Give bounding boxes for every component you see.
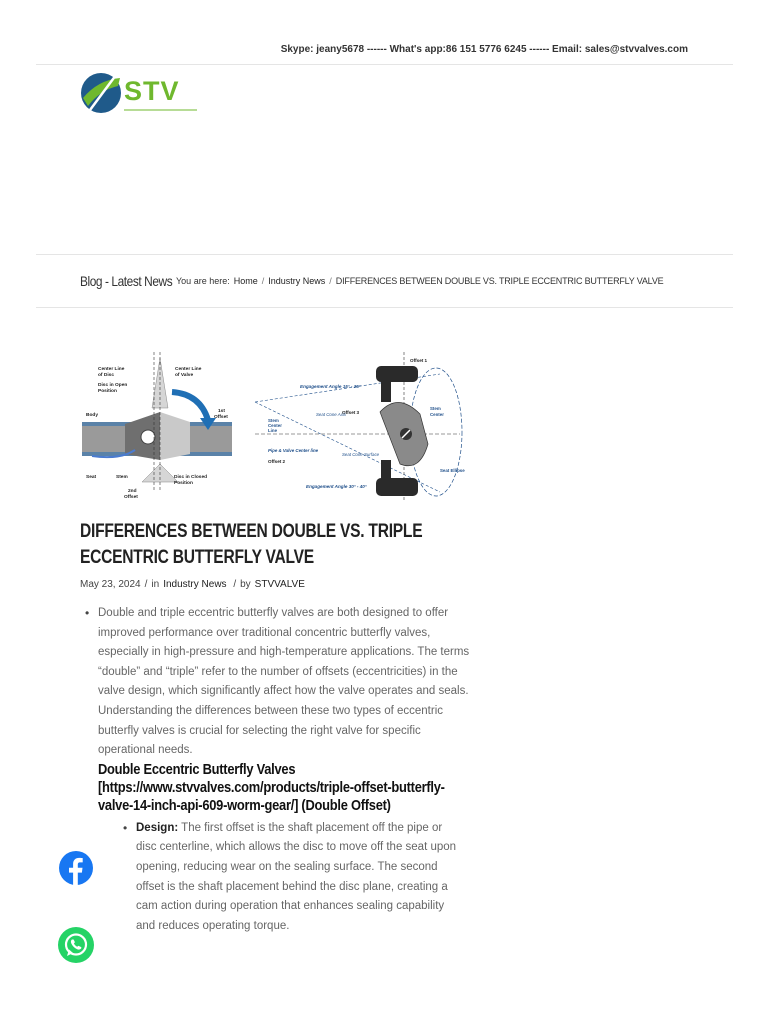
meta-by-label: by	[240, 579, 251, 590]
breadcrumb-home-link[interactable]: Home	[233, 276, 258, 286]
svg-text:Stem: Stem	[268, 418, 279, 423]
breadcrumb-separator: /	[261, 276, 265, 286]
svg-text:Seat: Seat	[86, 475, 97, 480]
svg-text:of Valve: of Valve	[175, 373, 194, 378]
svg-text:2nd: 2nd	[128, 489, 137, 494]
svg-text:Stem: Stem	[116, 475, 128, 480]
svg-text:Position: Position	[98, 389, 117, 394]
svg-text:Seat Ellipse: Seat Ellipse	[440, 468, 465, 473]
meta-separator: /	[230, 579, 237, 590]
post-category-link[interactable]: Industry News	[163, 579, 227, 590]
intro-paragraph: • Double and triple eccentric butterfly valves are both designed to offer improved performance over traditional concentric butterfly valves, especially in high-pressure and high-temperature applications. The terms “double” and “triple” refer to the number of offsets (eccentricities) in the valve design, which significantly affect how the valve operates and seals. Understanding the differences between these two types of eccentric butterfly valves is crucial for selecting the right valve for specific operational needs.	[80, 604, 480, 761]
breadcrumb-bottom-divider	[36, 307, 733, 308]
design-text: The first offset is the shaft placement off the pipe or disc centerline, which allows the disc to move off the seat upon opening, reducing wear on the sealing surface. The second offset is the shaft placement behind the disc plane, creating a cam action during operation that enhances sealing capability and reduces operating torque.	[136, 821, 457, 932]
breadcrumb-top-divider	[36, 254, 733, 255]
whatsapp-icon[interactable]	[58, 927, 94, 963]
svg-text:Disc in Open: Disc in Open	[98, 383, 128, 388]
meta-separator: /	[144, 579, 148, 590]
design-list-item	[118, 819, 458, 937]
header-divider	[36, 64, 733, 65]
svg-text:Offset 1: Offset 1	[410, 358, 428, 363]
breadcrumb-current: DIFFERENCES BETWEEN DOUBLE VS. TRIPLE ECCENTRIC BUTTERFLY VALVE	[335, 276, 664, 286]
svg-text:Center Line: Center Line	[175, 367, 202, 372]
svg-text:Offset: Offset	[214, 415, 228, 420]
svg-text:Center Line: Center Line	[98, 367, 125, 372]
facebook-icon[interactable]	[59, 851, 93, 885]
svg-text:Offset: Offset	[124, 495, 138, 500]
featured-image-valve-diagram[interactable]	[80, 352, 472, 502]
double-eccentric-heading: Double Eccentric Butterfly Valves [https://www.stvvalves.com/products/triple-offset-butterfly-valve-14-inch-api-609-worm-gear/] (Double Offset)	[98, 760, 445, 814]
breadcrumb	[80, 272, 663, 290]
svg-text:Body: Body	[86, 413, 98, 418]
design-label: Design:	[136, 821, 179, 834]
post-meta	[80, 579, 305, 590]
post-date: May 23, 2024	[80, 579, 141, 590]
post-author-link[interactable]: STVVALVE	[254, 579, 305, 590]
svg-text:Seat Cone Surface: Seat Cone Surface	[342, 452, 380, 457]
svg-text:of Disc: of Disc	[98, 373, 114, 378]
breadcrumb-separator: /	[329, 276, 332, 286]
blog-section-title: Blog - Latest News	[80, 273, 173, 289]
post-content	[80, 604, 480, 936]
svg-text:Pipe & Valve Center line: Pipe & Valve Center line	[268, 448, 319, 453]
meta-in-label: in	[151, 579, 160, 590]
breadcrumb-category-link[interactable]: Industry News	[268, 276, 326, 286]
double-offset-diagram	[82, 352, 232, 500]
svg-text:Engagement Angle 30° - 40°: Engagement Angle 30° - 40°	[306, 484, 367, 489]
svg-text:Line: Line	[268, 428, 278, 433]
svg-text:Offset 2: Offset 2	[268, 459, 286, 464]
svg-text:Offset 3: Offset 3	[342, 410, 360, 415]
svg-text:Center: Center	[430, 412, 444, 417]
svg-text:Center: Center	[268, 423, 282, 428]
contact-info: Skype: jeany5678 ------ What's app:86 151 5776 6245 ------ Email: sales@stvvalves.com	[280, 44, 688, 55]
svg-text:Seat Cone Axis: Seat Cone Axis	[316, 412, 347, 417]
breadcrumb-prefix: You are here:	[176, 276, 230, 286]
svg-text:Disc in Closed: Disc in Closed	[174, 475, 208, 480]
site-logo[interactable]	[80, 70, 200, 115]
svg-text:Stem: Stem	[430, 406, 441, 411]
svg-text:1st: 1st	[218, 409, 225, 414]
triple-offset-diagram	[255, 352, 465, 502]
svg-text:Engagement Angle 15° - 25°: Engagement Angle 15° - 25°	[300, 384, 361, 389]
post-title: DIFFERENCES BETWEEN DOUBLE VS. TRIPLE ECCENTRIC BUTTERFLY VALVE	[80, 521, 423, 568]
svg-text:Position: Position	[174, 481, 193, 486]
logo-text: STV	[124, 76, 180, 106]
